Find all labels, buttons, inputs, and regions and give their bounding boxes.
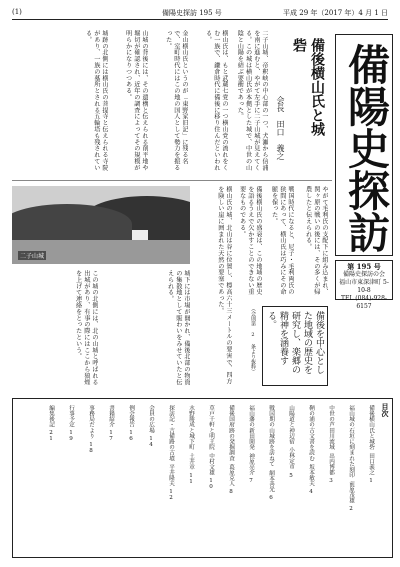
publisher-address: 福山市東深津町 5-10-8 (339, 279, 389, 294)
contents-item-page: 21 (48, 430, 54, 443)
contents-item-page: 4 (308, 489, 314, 496)
contents-item-title: 山陽道と神辺宿 (288, 405, 294, 445)
contents-item-author: 小林定市 (288, 447, 294, 470)
contents-item-title: 会員の広場 (148, 405, 154, 433)
contents-item[interactable] (275, 405, 295, 555)
contents-item-title: 中世の芦田川流域 (328, 405, 334, 450)
contents-item-page: 19 (68, 430, 74, 443)
contents-item[interactable] (35, 405, 55, 555)
contents-item[interactable] (155, 405, 175, 555)
article-title: 備後横山氏と城砦 (291, 38, 325, 136)
contents-item-page: 2 (348, 506, 354, 513)
contents-item-author: 坂本敏夫 (308, 464, 314, 487)
section-divider (12, 180, 332, 181)
contents-item-page: 10 (208, 478, 214, 491)
contents-item-page: 6 (268, 495, 274, 502)
contents-item-page: 8 (228, 489, 234, 496)
masthead-title: 備陽史探訪 (342, 43, 391, 253)
contents-item[interactable] (95, 405, 115, 555)
header-rule (12, 19, 388, 20)
contents-item-page: 18 (88, 441, 94, 454)
slogan-box (262, 306, 328, 386)
contents-item-page: 7 (248, 478, 254, 485)
contents-item[interactable] (115, 405, 135, 555)
contents-item[interactable] (235, 405, 255, 555)
publisher-name: 備陽史探訪の会 (342, 271, 385, 278)
slogan-text: 備後を中心とした地域の歴史を研究し、楽郷の精神を涵養する。 (266, 311, 324, 374)
article-column: 横山氏は、もと武蔵七党の一つ横山党の流れをくむ一族で、鎌倉時代に備後に移り住んだといわれる。 (204, 30, 228, 171)
contents-item[interactable] (295, 405, 315, 555)
contents-item-page: 5 (288, 472, 294, 479)
contents-heading: 目次 (381, 403, 390, 417)
contents-item-title: 行事予定 (68, 405, 74, 428)
contents-item-page: 1 (368, 478, 374, 485)
contents-item-page: 17 (108, 430, 114, 443)
photo-caption: 二子山城 (20, 253, 45, 260)
article-column: 城跡の北側には横山氏の菩提寺と伝えられる寺院があり、一族の墓所とされる五輪塔も残されている。 (84, 30, 108, 171)
article-column: やがて毛利氏の支配下に組み込まれ、関ヶ原の戦いの後には、その多くが帰農したと伝えられる。 (304, 186, 328, 295)
publication-name: 備陽史探訪 195 号 (162, 9, 222, 17)
contents-item-author: 前原茂雄 (348, 480, 354, 504)
contents-item-page: 14 (148, 436, 154, 448)
contents-item-title: 戦国期の山城跡を訪ねて (268, 405, 274, 467)
contents-item-title: 例会報告 (128, 405, 134, 428)
contents-item[interactable] (75, 405, 95, 555)
photo-house (132, 230, 148, 240)
issue-number: 第 195 号 (347, 262, 381, 271)
contents-item-title: 草戸千軒と明王院 (208, 405, 214, 450)
page-number: (1) (12, 8, 22, 16)
masthead (335, 34, 393, 256)
contents-item[interactable] (255, 405, 275, 555)
contents-item-title: 事務局だより (88, 405, 94, 439)
issue-date: 平成 29 年（2017 年）4 月 1 日 (283, 9, 388, 17)
article-column: 金山横山氏というのが「東野家旧記」に残る名で、室町時代にはこの地の国人として勢力を振るった。 (164, 30, 188, 171)
contents-item[interactable] (215, 405, 235, 555)
slogan-note: （会則第 2 条より抜粋） (250, 306, 256, 374)
contents-item-author: 田口義之 (368, 452, 374, 476)
article-column: 備後横山氏の盛衰は、この地域の歴史を語るうえで欠かすことのできない重要なものである。 (238, 186, 262, 295)
contents-item[interactable] (315, 405, 335, 555)
contents-item-title: 探訪記・吉備路の古墳 (168, 405, 174, 461)
contents-item-title: 鞆の浦の古文書を読む (308, 405, 314, 461)
contents-item-title: 書籍紹介 (108, 405, 114, 428)
article-column: この城の北側には、北の山城と呼ばれる出城があり、有事の際にはここから狼煙を上げて連絡をとったという。 (74, 270, 98, 386)
contents-item-author: 葛原克人 (228, 464, 234, 487)
contents-item-page: 12 (168, 489, 174, 502)
contents-item-author: 中村文雄 (208, 452, 214, 476)
contents-item-title: 編集後記 (48, 405, 54, 428)
contents-item[interactable] (355, 405, 375, 555)
castle-site-photo (12, 186, 190, 264)
article-column: 山城の背後には、その遺構と伝えられる削平地や堀切が確認され、近年の調査によってその規模が明らかになりつつある。 (124, 30, 148, 171)
contents-item[interactable] (55, 405, 75, 555)
contents-item-page: 3 (328, 478, 334, 485)
contents-item-title: 備後横山氏と城砦 (368, 405, 374, 450)
contents-item-author: 神原亮介 (248, 452, 254, 476)
publisher-tel: TEL (084)-928-6157 (341, 295, 387, 310)
article-column: 城下には市場が開かれ、備後北部の物資の集散地として賑わいをみせていたと伝えられる。 (166, 270, 190, 386)
contents-item-page: 16 (128, 430, 134, 443)
photo-hill (12, 204, 132, 244)
contents-item-page: 11 (188, 472, 194, 485)
contents-item-author: 網本善光 (268, 469, 274, 493)
contents-item-title: 備後国府跡の発掘調査 (228, 405, 234, 461)
contents-item[interactable] (175, 405, 195, 555)
article-author: 会長 田口 義之 (276, 96, 285, 160)
contents-item-author: 平井隆夫 (168, 464, 174, 487)
article-column: 戦国時代になると、尼子・毛利両氏の狭間にあって、横山氏は巧みにその命脈を保った。 (270, 186, 294, 295)
contents-item-title: 福山城の石垣に刻まれた刻印 (348, 405, 354, 478)
contents-item[interactable] (135, 405, 155, 555)
article-column: 二子山城、帝釈峡の中心部の一つ、犬瀬から信浦を南に進むと、やがて左手に二子山城が見えてくる。この城は横山氏が本拠とした城で、中世の山陰と山陽を結ぶ要衝であった。 (236, 30, 268, 171)
table-of-contents (12, 398, 393, 558)
contents-item[interactable] (335, 405, 355, 555)
issue-info (335, 260, 393, 310)
contents-item-author: 出内博都 (328, 452, 334, 476)
article-column: 横山氏の城、北山は谷に位置し、標高六十三メートルの要害で、四方を険しい崖に囲まれた天然の要塞であった。 (216, 186, 232, 385)
contents-item-title: 福山藩の新田開発 (248, 405, 254, 450)
contents-item-title: 水野勝成と城下町 (188, 405, 194, 450)
contents-item[interactable] (195, 405, 215, 555)
contents-item-author: 土井章 (188, 452, 194, 470)
page-header (12, 6, 388, 20)
